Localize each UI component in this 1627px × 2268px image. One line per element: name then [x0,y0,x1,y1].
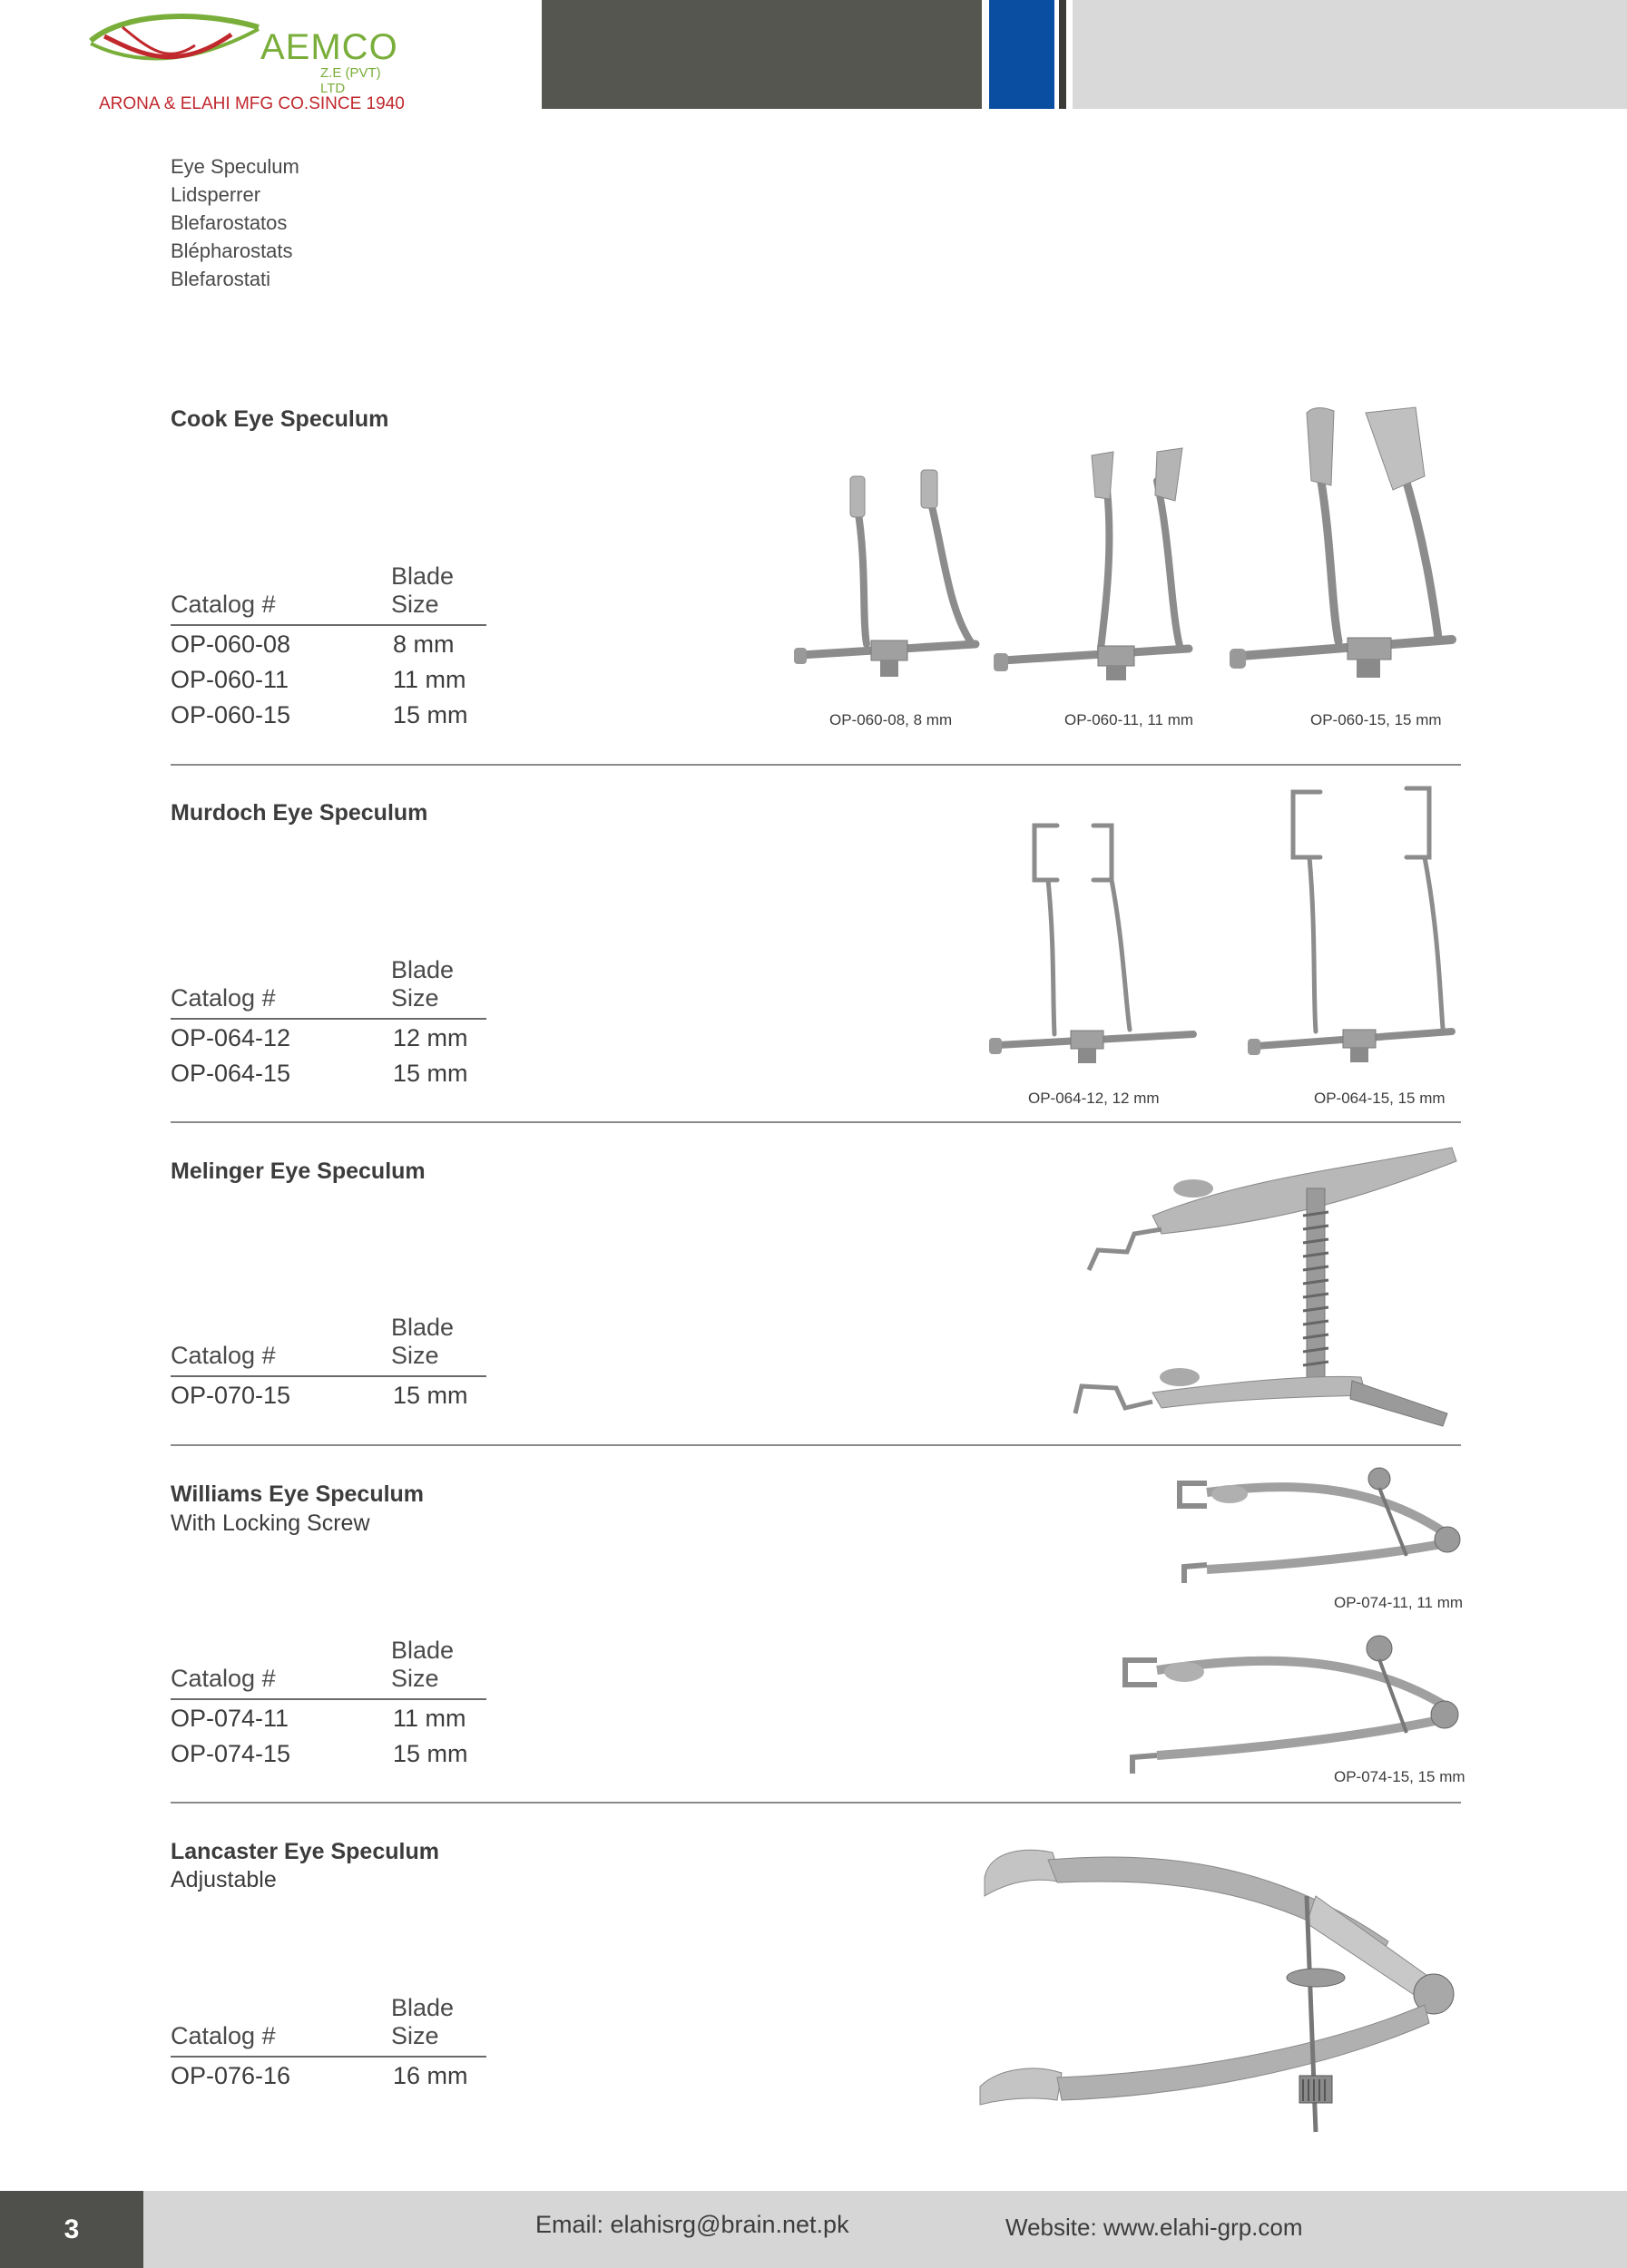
section-divider [171,1121,1461,1123]
catalog-number: OP-076-16 [171,2062,291,2089]
catalog-column-header: Catalog # [171,984,276,1012]
catalog-table-header [171,1314,486,1377]
image-caption: OP-074-11, 11 mm [1334,1594,1464,1611]
blade-size: 16 mm [393,2062,468,2089]
section-subtitle: With Locking Screw [171,1510,370,1536]
header-blue-bar [989,0,1054,109]
blade-size: 15 mm [393,1060,468,1087]
image-caption: OP-060-08, 8 mm [829,711,953,728]
footer-email[interactable]: Email: elahisrg@brain.net.pk [535,2211,849,2238]
table-row [171,666,497,701]
catalog-number: OP-074-11 [171,1705,289,1732]
catalog-number: OP-060-11 [171,666,289,693]
catalog-column-header: Catalog # [171,2022,276,2049]
lancaster-speculum-image [971,1842,1461,2141]
footer-bar [143,2191,1627,2268]
cook-speculum-8mm-image [794,463,985,680]
blade-size: 12 mm [393,1024,468,1051]
blade-size-column-header: Blade Size [391,1994,455,2049]
table-row [171,1740,497,1775]
section-divider [171,764,1461,766]
williams-speculum-15mm-image [1116,1628,1461,1778]
murdoch-speculum-12mm-image [989,816,1207,1066]
table-row [171,1382,497,1417]
company-logo [86,9,404,118]
product-name: Blefarostati [171,268,271,290]
header-dark-bar [542,0,982,109]
section-title: Murdoch Eye Speculum [171,800,428,826]
table-row [171,631,497,666]
catalog-table-header [171,1994,486,2058]
catalog-table-header [171,562,486,626]
page-number: 3 [0,2191,143,2268]
section-title: Melinger Eye Speculum [171,1158,426,1184]
blade-size: 15 mm [393,1740,468,1767]
catalog-number: OP-064-12 [171,1024,291,1051]
header-black-bar [1059,0,1066,109]
logo-name: AEMCO [260,27,398,67]
image-caption: OP-074-15, 15 mm [1334,1768,1465,1785]
blade-size: 11 mm [393,1705,466,1732]
section-title: Cook Eye Speculum [171,406,389,432]
catalog-table-header [171,1637,486,1700]
product-name: Blépharostats [171,240,293,262]
logo-swoosh-icon [86,9,268,82]
blade-size-column-header: Blade Size [391,1637,455,1692]
table-row [171,2062,497,2097]
image-caption: OP-064-15, 15 mm [1314,1090,1446,1107]
catalog-column-header: Catalog # [171,591,276,618]
catalog-number: OP-074-15 [171,1740,291,1767]
product-name: Blefarostatos [171,211,288,234]
cook-speculum-11mm-image [994,445,1198,680]
table-row [171,1024,497,1060]
blade-size-column-header: Blade Size [391,1314,455,1369]
catalog-number: OP-070-15 [171,1382,291,1409]
image-caption: OP-064-12, 12 mm [1028,1090,1160,1107]
catalog-column-header: Catalog # [171,1342,276,1369]
logo-tagline: ARONA & ELAHI MFG CO.SINCE 1940 [99,94,405,113]
section-divider [171,1802,1461,1804]
footer-website[interactable]: Website: www.elahi-grp.com [1005,2214,1303,2241]
williams-speculum-11mm-image [1171,1456,1461,1597]
catalog-number: OP-060-08 [171,631,291,658]
murdoch-speculum-15mm-image [1248,785,1461,1066]
product-name: Lidsperrer [171,183,261,206]
section-title: Lancaster Eye Speculum [171,1839,439,1864]
table-row [171,1705,497,1740]
catalog-number: OP-064-15 [171,1060,291,1087]
blade-size: 8 mm [393,631,455,658]
blade-size: 15 mm [393,1382,468,1409]
cook-speculum-15mm-image [1230,404,1461,680]
section-subtitle: Adjustable [171,1867,277,1892]
image-caption: OP-060-11, 11 mm [1064,711,1194,728]
blade-size-column-header: Blade Size [391,956,455,1012]
catalog-column-header: Catalog # [171,1665,276,1692]
table-row [171,1060,497,1095]
catalog-number: OP-060-15 [171,701,291,728]
section-title: Williams Eye Speculum [171,1481,425,1507]
melinger-speculum-image [1062,1143,1461,1429]
blade-size: 11 mm [393,666,466,693]
header-grey-bar [1073,0,1627,109]
table-row [171,701,497,737]
product-names-list [171,152,299,293]
image-caption: OP-060-15, 15 mm [1310,711,1442,728]
blade-size: 15 mm [393,701,468,728]
section-divider [171,1444,1461,1446]
blade-size-column-header: Blade Size [391,562,455,618]
logo-subtitle: Z.E (PVT) LTD [320,65,381,96]
product-name: Eye Speculum [171,155,299,178]
catalog-table-header [171,956,486,1020]
